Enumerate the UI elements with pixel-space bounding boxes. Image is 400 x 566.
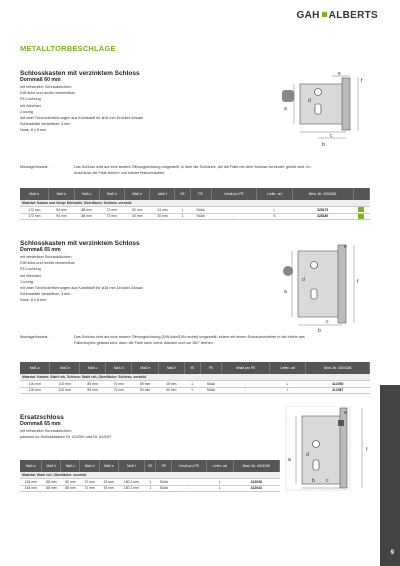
montage-note-2: Montagehinweis: Das Schloss wird auf eine andere Öffnungsrichtung (DIN links/DIN rechts) umgestellt, indem mit einem Schraubenzieher in die Kerbe des Fallenkopfes gefasst wird, dann die Falle nach vorne drücken und um 180° drehen. [20, 335, 305, 345]
svg-text:b: b [318, 328, 321, 333]
svg-text:c: c [326, 319, 329, 325]
page-sidebar [380, 385, 400, 566]
table-header-row: Maß a Maß b Maß c Maß d Maß e Maß f VE PE Inhalt pro PE Liefer- art Best.-Nr. 4004336 [20, 188, 370, 200]
product-subtitle: Dornmaß 65 mm [20, 421, 61, 427]
table-row: 100 mm 100 mm 85 mm 70 mm 60 mm 50 mm 1 Stück - L 412067 [20, 387, 370, 394]
cart-icon[interactable] [358, 214, 364, 219]
spec-list: mit versenkter Schraublöchern DIN links und rechts verwendbar PZ-Lochung mit Wechsel 1-tourig mit zwei Türdrückerführungen aus Kunststoff für ø18 mm Drücker-Ansatz Schlossfalle verstellbar: 3 mm Nuss: 8 x 8 mm [20, 255, 143, 303]
svg-text:e: e [344, 410, 347, 416]
material-row: Material: Stahl roh, Oberfläche: verzinkt [20, 472, 280, 479]
table-header-row: Maß a Maß b Maß c Maß d Maß e Maß f VE PE Inhalt pro PE Liefer- art Best.-Nr. 4004336 [20, 362, 370, 374]
lock-diagram-3 [282, 406, 374, 492]
category-title: METALLTORBESCHLÄGE [20, 44, 116, 53]
table-row: 164 mm 88 mm 85 mm 72 mm 43 mm 180,2 mm 1 Stück - L 412036 [20, 479, 280, 486]
montage-note-1: Montagehinweis: Das Schloss wird auf eine andere Öffnungsrichtung umgestellt, in dem die Schraube, die die Falle mit dem Schloss verbindet, gelöst wird. Im Anschluss die Falle drehen und wieder festschrauben. [20, 165, 311, 175]
product-subtitle: Dornmaß 60 mm [20, 77, 61, 83]
brand-logo: GAH ALBERTS [296, 10, 378, 21]
product-table-2 [20, 362, 370, 394]
svg-text:a: a [288, 457, 291, 463]
product-table-1 [20, 188, 370, 220]
product-title: Schlosskasten mit verzinktem Schloss [20, 70, 140, 77]
spec-list: mit versenkter Schraublöchern passend zu Schlosskasten Nr. 412050 und Nr. 412067 [20, 429, 112, 440]
table-row: 172 mm 94 mm 88 mm 72 mm 50 mm 24 mm 1 Stück - L 328173 [20, 207, 370, 214]
svg-text:b: b [312, 478, 315, 484]
svg-text:e: e [344, 244, 347, 250]
product-title: Ersatzschloss [20, 414, 64, 421]
lock-diagram-1 [282, 72, 372, 152]
table-header-row: Maß a Maß b Maß c Maß d Maß e Maß f VE PE Inhalt pro PE Liefer- art Best.-Nr. 4004336 [20, 460, 280, 472]
dim-c: c [330, 133, 333, 139]
dim-b: b [322, 142, 325, 148]
page-number: 9 [390, 550, 394, 556]
svg-text:d: d [302, 277, 305, 283]
cart-icon[interactable] [358, 207, 364, 212]
table-row: 164 mm 88 mm 85 mm 72 mm 53 mm 180,2 mm 1 Stück - L 412043 [20, 485, 280, 492]
svg-text:c: c [326, 478, 329, 484]
dim-a: a [284, 106, 287, 112]
material-row: Material: Kasten: Stahl roh, Schloss: Stahl roh, Oberfläche: Schloss: verzinkt [20, 374, 370, 381]
product-title: Schlosskasten mit verzinktem Schloss [20, 240, 140, 247]
svg-text:d: d [306, 452, 309, 458]
dim-d: d [308, 98, 311, 104]
lock-diagram-2 [282, 243, 372, 333]
product-table-3 [20, 460, 280, 492]
table-row: 100 mm 100 mm 85 mm 70 mm 55 mm 45 mm 1 Stück - L 412050 [20, 381, 370, 388]
svg-text:a: a [284, 289, 287, 295]
dim-e: e [338, 72, 341, 77]
product-subtitle: Dornmaß 65 mm [20, 247, 61, 253]
dim-f: f [361, 78, 363, 84]
material-row: Material: Kasten und Stulp: Edelstahl, Oberfläche: Schloss: verzinkt [20, 200, 370, 207]
svg-text:f: f [366, 447, 368, 453]
table-row: 172 mm 94 mm 88 mm 72 mm 40 mm 30 mm 1 Stück - S 328180 [20, 213, 370, 220]
spec-list: mit versenkter Schraublöchern DIN links und rechts verwendbar PZ-Lochung mit Wechsel 2-tourig mit zwei Türdrückerführungen aus Kunststoff für ø18 mm Drücker-Ansatz Schlossfalle verstellbar: 3 mm Nuss: 8 x 8 mm [20, 85, 143, 133]
svg-text:f: f [357, 279, 359, 285]
